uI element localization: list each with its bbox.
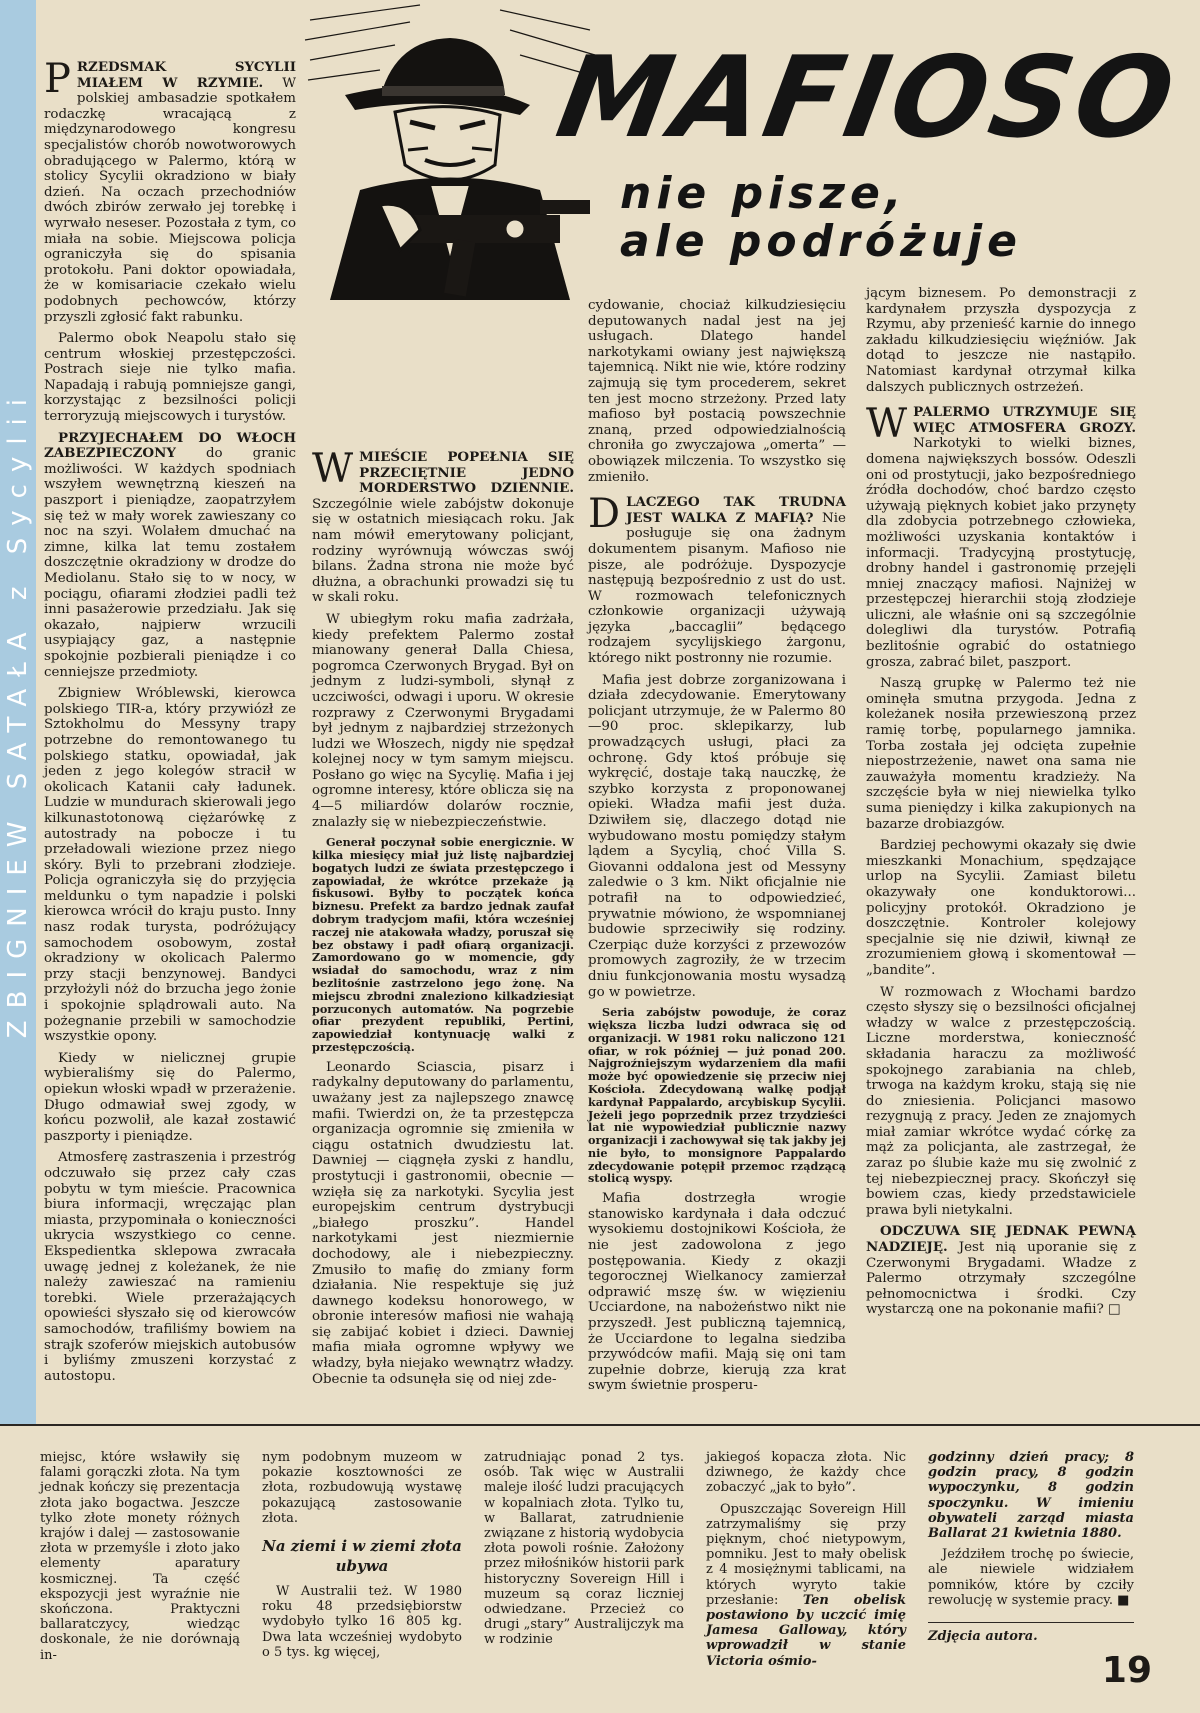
bottom-column-4: jakiegoś kopacza złota. Nic dziwnego, że każdy chce zobaczyć „jak to było”. Opuszczając Sovereign Hill zatrzymaliśmy się przy pięknym, choć nietypowym, pomniku. Jest to mały obelisk z 4 mosiężnymi tablicami, na których wyryto takie przesłanie: Ten obelisk postawiono by uczcić imię Jamesa Galloway, który wprowadził w stanie Victoria ośmio- — [706, 1450, 906, 1669]
article-column-1: PRZEDSMAK SYCYLII MIAŁEM W RZYMIE. W polskiej ambasadzie spotkałem rodaczkę wracającą z międzynarodowego kongresu specjalistów chorób nowotworowych obradującego w Palermo, którą w stolicy Sycylii okradziono w biały dzień. Na oczach przechodniów dwóch zbirów zerwało jej torebkę i wyrwało neseser. Pozostała z tym, co miała na sobie. Miejscowa policja ograniczyła się do spisania protokołu. Pani doktor opowiadała, że w komisariacie czekało wielu podobnych pechowców, którzy przyszli zgłosić fakt rabunku. Palermo obok Neapolu stało się centrum włoskiej przestępczości. Postrach sieje nie tylko mafia. Napadają i rabują pomniejsze gangi, korzystając z bezsilności policji terroryzują miejscowych i turystów. PRZYJECHAŁEM DO WŁOCH ZABEZPIECZONY do granic możliwości. W każdych spodniach wszyłem wewnętrzną kieszeń na paszport i pieniądze, zaopatrzyłem się też w mały worek zawieszany co noc na szyi. Wolałem dmuchać na zimne, kilka lat temu zostałem doszczętnie okradziony w drodze do Mediolanu. Stało się to w nocy, w pociągu, ofiarami złodziei padli też inni pasażerowie przedziału. Jak się okazało, najpierw wrzucili usypiający gaz, a następnie spokojnie pozbierali pieniądze i co cenniejsze przedmioty. Zbigniew Wróblewski, kierowca polskiego TIR-a, który przywiózł ze Sztokholmu do Messyny trapy potrzebne do remontowanego tu polskiego statku, opowiadał, jak jeden z jego kolegów stracił w okolicach Katanii cały ładunek. Ludzie w mundurach skierowali jego kilkunastotonową ciężarówkę z autostrady na pobocze i tu przeładowali wiezione przez niego skóry. Byli to przebrani złodzieje. Policja ograniczyła się do przyjęcia meldunku o tym napadzie i polski kierowca wrócił do kraju pusto. Inny nasz rodak turysta, podróżujący samochodem osobowym, został okradziony w okolicach Palermo przy stacji benzynowej. Bandyci przyłożyli nóż do brzucha jego żonie i spokojnie splądrowali auto. Na pożegnanie przebili w samochodzie wszystkie opony. Kiedy w nielicznej grupie wybieraliśmy się do Palermo, opiekun włoski wpadł w przerażenie. Długo odmawiał swej zgody, w końcu pozwolił, ale kazał zostawić paszporty i pieniądze. Atmosferę zastraszenia i przestróg odczuwało się przez cały czas pobytu w tym mieście. Pracownica biura informacji, wręczając plan miasta, przypominała o konieczności ukrycia wszystkiego co cenne. Ekspedientka sklepowa zwracała uwagę jednej z koleżanek, że nie należy zawieszać na ramieniu torebki. Wiele przerażających opowieści słyszało się od kierowców samochodów, trafiliśmy bowiem na strajk szoferów miejskich autobusów i byliśmy zmuszeni korzystać z autostopu. — [44, 56, 296, 1384]
headline-subtitle-2: ale podróżuje — [620, 216, 1022, 267]
headline-subtitle-1: nie pisze, — [620, 168, 907, 219]
dropcap: P — [44, 56, 71, 102]
paragraph: Palermo obok Neapolu stało się centrum włoskiej przestępczości. Postrach sieje nie tylko mafia. Napadają i rabują pomniejsze gangi, korzystając z bezsilności policji terroryzują miejscowych i turystów. — [44, 331, 296, 425]
paragraph: Atmosferę zastraszenia i przestróg odczuwało się przez cały czas pobytu w tym mieście. Pracownica biura informacji, wręczając plan miasta, przypominała o konieczności ukrycia wszystkiego co cenne. Ekspedientka sklepowa zwracała uwagę jednej z koleżanek, że nie należy zawieszać na ramieniu torebki. Wiele przerażających opowieści słyszało się od kierowców samochodów, trafiliśmy bowiem na strajk szoferów miejskich autobusów i byliśmy zmuszeni korzystać z autostopu. — [44, 1150, 296, 1384]
subheading: Na ziemi i w ziemi złota ubywa — [262, 1537, 462, 1576]
author-side-band — [0, 0, 36, 1425]
paragraph: jącym biznesem. Po demonstracji z kardynałem przyszła dyspozycja z Rzymu, aby przenieść karnie do innego zakładu kilkudziesięciu więźniów. Jak dotąd to jeszcze nie nastąpiło. Natomiast kardynał otrzymał kilka dalszych publicznych ostrzeżeń. — [866, 286, 1136, 395]
paragraph: Mafia dostrzegła wrogie stanowisko kardynała i dała odczuć wysokiemu dostojnikowi Kościoła, że nie jest zadowolona z jego postępowania. Kiedy z okazji tegorocznej Wielkanocy zamierzał odprawić mszę św. w więzieniu Ucciardone, na nabożeństwo nikt nie przyszedł. Jest publiczną tajemnicą, że Ucciardone to legalna siedziba przywódców mafii. Mają się oni tam zupełnie dobrze, kierują zza krat swym świetnie prosperu- — [588, 1191, 846, 1394]
paragraph: W ubiegłym roku mafia zadrżała, kiedy prefektem Palermo został mianowany generał Dalla Chiesa, pogromca Czerwonych Brygad. Był on jednym z ludzi-symboli, słynął z uczciwości, odwagi i uporu. W okresie rozprawy z Czerwonymi Brygadami był jednym z najbardziej strzeżonych ludzi we Włoszech, nigdy nie spędzał kolejnej nocy w tym samym miejscu. Posłano go więc na Sycylię. Mafia i jej ogromne interesy, które oblicza się na 4—5 miliardów dolarów rocznie, znalazły się w niebezpieczeństwie. — [312, 611, 574, 830]
paragraph: Mafia jest dobrze zorganizowana i działa zdecydowanie. Emerytowany policjant utrzymuje, że w Palermo 80—90 proc. sklepikarzy, lub prowadzących usługi, płaci za ochronę. Gdy ktoś próbuje się wykręcić, dostaje taką nauczkę, że szybko korzysta z proponowanej opieki. Władza mafii jest duża. Dziwiłem się, dlaczego dotąd nie wybudowano mostu pomiędzy stałym lądem a Sycylią, choć Villa S. Giovanni oddalona jest od Messyny zaledwie o 3 km. Nikt oficjalnie nie potrafił na to odpowiedzieć, prywatnie mówiono, że wspomnianej budowie sprzeciwiły się rodziny. Czerpiąc duże korzyści z przewozów promowych zagroziły, że w trzecim dniu funkcjonowania mostu wysadzą go w powietrze. — [588, 672, 846, 1000]
headline-title: MAFIOSO — [548, 33, 1187, 163]
section-divider — [0, 1424, 1200, 1426]
paragraph: cydowanie, chociaż kilkudziesięciu deputowanych nadal jest na jej usługach. Dlatego handel narkotykami owiany jest największą tajemnicą. Nikt nie wie, które rodziny zajmują się tym procederem, sekret ten jest mocno strzeżony. Przed laty mafioso był postacią powszechnie znaną, przed odpowiedzialnością chroniła go zwyczajowa „omerta” — obowiązek milczenia. To wszystko się zmieniło. — [588, 298, 846, 485]
small-print-paragraph: Generał poczynał sobie energicznie. W kilka miesięcy miał już listę najbardziej bogatych ludzi ze świata przestępczego i zapowiadał, że wkrótce przekaże ją fiskusowi. Byłby to początek końca biznesu. Prefekt za bardzo jednak zaufał dobrym tradycjom mafii, która wcześniej raczej nie atakowała władzy, poruszał się bez obstawy i padł ofiarą organizacji. Zamordowano go w momencie, gdy wsiadał do samochodu, wraz z nim bezlitośnie zastrzelono jego żonę. Na miejscu zbrodni znaleziono kilkadziesiąt porzuconych automatów. Na pogrzebie ofiar prezydent republiki, Pertini, zapowiedział kontynuację walki z przestępczością. — [312, 835, 574, 1054]
bottom-column-2: nym podobnym muzeom w pokazie kosztowności ze złota, rozbudowują wystawę pokazującą zastosowanie złota. Na ziemi i w ziemi złota ubywa W Australii też. W 1980 roku 48 przedsiębiorstw wydobyło tylko 16 805 kg. Dwa lata wcześniej wydobyto o 5 tys. kg więcej, — [262, 1450, 462, 1660]
article-column-4: jącym biznesem. Po demonstracji z kardynałem przyszła dyspozycja z Rzymu, aby przenieść karnie do innego zakładu kilkudziesięciu więźniów. Jak dotąd to jeszcze nie nastąpiło. Natomiast kardynał otrzymał kilka dalszych publicznych ostrzeżeń. WPALERMO UTRZYMUJE SIĘ WIĘC ATMOSFERA GROZY. Narkotyki to wielki biznes, domena największych bossów. Odeszli oni od prostytucji, jako bezpośredniego źródła dochodów, choć bardzo często używają pięknych kobiet jako przynęty dla zdobycia potrzebnego człowieka, możliwości uzyskania kontaktów i informacji. Tradycyjną prostytucję, drobny handel i gastronomię przejęli mniej znaczący mafiosi. Najniżej w przestępczej hierarchii stoją złodzieje uliczni, ale właśnie oni są szczególnie dolegliwi dla turystów. Potrafią bezlitośnie ograbić do ostatniego grosza, zabrać bilet, paszport. Naszą grupkę w Palermo też nie ominęła smutna przygoda. Jedna z koleżanek nosiła przewieszoną przez ramię torbę, popularnego jamnika. Torba została jej odcięta zupełnie niepostrzeżenie, nawet ona sama nie zauważyła momentu kradzieży. Na szczęście była w niej niewielka tylko suma pieniędzy i kilka zakupionych na bazarze drobiazgów. Bardziej pechowymi okazały się dwie mieszkanki Monachium, spędzające urlop na Sycylii. Zamiast biletu okazywały one konduktorowi... policyjny protokół. Okradziono je doszczętnie. Kontroler kolejowy specjalnie się nie dziwił, kiwnął ze zrozumieniem głową i skomentował — „bandite”. W rozmowach z Włochami bardzo często słyszy się o bezsilności oficjalnej władzy w walce z przestępczością. Liczne morderstwa, konieczność składania haraczu za możliwość spokojnego zarabiania na chleb, trwoga na każdym kroku, stają się nie do zniesienia. Policjanci masowo rezygnują z pracy. Jeden ze znajomych miał zamiar wkrótce wydać córkę za mąż za policjanta, ale zastrzegał, że zaraz po ślubie każe mu się zwolnić z tej niebezpiecznej pracy. Skończył się bowiem czas, kiedy przedstawiciele prawa byli nietykalni. ODCZUWA SIĘ JEDNAK PEWNĄ NADZIEJĘ. Jest nią uporanie się z Czerwonymi Brygadami. Władze z Palermo otrzymały szczególne pełnomocnictwa i środki. Czy wystarczą one na pokonanie mafii? □ — [866, 286, 1136, 1318]
paragraph: Zbigniew Wróblewski, kierowca polskiego TIR-a, który przywiózł ze Sztokholmu do Messyny trapy potrzebne do remontowanego tu polskiego statku, opowiadał, jak jeden z jego kolegów stracił w okolicach Katanii cały ładunek. Ludzie w mundurach skierowali jego kilkunastotonową ciężarówkę z autostrady na pobocze i tu przeładowali wiezione przez niego skóry. Byli to przebrani złodzieje. Policja ograniczyła się do przyjęcia meldunku o tym napadzie i polski kierowca wrócił do kraju pusto. Inny nasz rodak turysta, podróżujący samochodem osobowym, został okradziony w okolicach Palermo przy stacji benzynowej. Bandyci przyłożyli nóż do brzucha jego żonie i spokojnie splądrowali auto. Na pożegnanie przebili w samochodzie wszystkie opony. — [44, 686, 296, 1045]
article-column-3: cydowanie, chociaż kilkudziesięciu deputowanych nadal jest na jej usługach. Dlatego handel narkotykami owiany jest największą tajemnicą. Nikt nie wie, które rodziny zajmują się tym procederem, sekret ten jest mocno strzeżony. Przed laty mafioso był postacią powszechnie znaną, przed odpowiedzialnością chroniła go zwyczajowa „omerta” — obowiązek milczenia. To wszystko się zmieniło. DLACZEGO TAK TRUDNA JEST WALKA Z MAFIĄ? Nie posługuje się ona żadnym dokumentem pisanym. Mafioso nie pisze, ale podróżuje. Dyspozycje następują bezpośrednio z ust do ust. W rozmowach telefonicznych członkowie organizacji używają języka „baccaglii” będącego rodzajem sycylijskiego żargonu, którego nikt postronny nie rozumie. Mafia jest dobrze zorganizowana i działa zdecydowanie. Emerytowany policjant utrzymuje, że w Palermo 80—90 proc. sklepikarzy, lub prowadzących usługi, płaci za ochronę. Gdy ktoś próbuje się wykręcić, dostaje taką nauczkę, że szybko korzysta z proponowanej opieki. Władza mafii jest duża. Dziwiłem się, dlaczego dotąd nie wybudowano mostu pomiędzy stałym lądem a Sycylią, choć Villa S. Giovanni oddalona jest od Messyny zaledwie o 3 km. Nikt oficjalnie nie potrafił na to odpowiedzieć, prywatnie mówiono, że wspomnianej budowie sprzeciwiły się rodziny. Czerpiąc duże korzyści z przewozów promowych zagroziły, że w trzecim dniu funkcjonowania mostu wysadzą go w powietrze. Seria zabójstw powoduje, że coraz większa liczba ludzi odwraca się od organizacji. W 1981 roku naliczono 121 ofiar, w rok później — już ponad 200. Najgroźniejszym wydarzeniem dla mafii może być opowiedzenie się przeciw niej Kościoła. Zdecydowaną walkę podjął kardynał Pappalardo, arcybiskup Sycylii. Jeżeli jego poprzednik przez trzydzieści lat nie wypowiedział publicznie nazwy organizacji i zachowywał się tak jakby jej nie było, to monsignore Pappalardo zdecydowanie potępił przemoc rządzącą stolicą wyspy. Mafia dostrzegła wrogie stanowisko kardynała i dała odczuć wysokiemu dostojnikowi Kościoła, że nie jest zadowolona z jego postępowania. Kiedy z okazji tegorocznej Wielkanocy zamierzał odprawić mszę św. w więzieniu Ucciardone, na nabożeństwo nikt nie przyszedł. Jest publiczną tajemnicą, że Ucciardone to legalna siedziba przywódców mafii. Mają się oni tam zupełnie dobrze, kierują zza krat swym świetnie prosperu- — [588, 298, 846, 1394]
bottom-column-1: miejsc, które wsławiły się falami gorączki złota. Na tym jednak kończy się prezentacja złota jako bogactwa. Jeszcze tylko złote monety różnych krajów i dalej — zastosowanie złota w przemyśle i złoto jako elementy aparatury kosmicznej. Ta część ekspozycji jest wyraźnie nie skończona. Praktyczni ballaratczycy, wiedząc doskonale, że nie dorównają in- — [40, 1450, 240, 1663]
bottom-column-3: zatrudniając ponad 2 tys. osób. Tak więc w Australii maleje ilość ludzi pracujących w kopalniach złota. Tylko tu, w Ballarat, zatrudnienie związane z historią wydobycia złota powoli rośnie. Założony przez miłośników historii park historyczny Sovereign Hill i muzeum są coraz liczniej odwiedzane. Przecież co drugi „stary” Australijczyk ma w rodzinie — [484, 1450, 684, 1648]
article-column-2: WMIEŚCIE POPEŁNIA SIĘ PRZECIĘTNIE JEDNO MORDERSTWO DZIENNIE. Szczególnie wiele zabójstw dokonuje się w ostatnich miesiącach roku. Jak nam mówił emerytowany policjant, rodziny wyrównują wówczas swój bilans. Żadna strona nie może być dłużna, a obrachunki prowadzi się tu w skali roku. W ubiegłym roku mafia zadrżała, kiedy prefektem Palermo został mianowany generał Dalla Chiesa, pogromca Czerwonych Brygad. Był on jednym z ludzi-symboli, słynął z uczciwości, odwagi i uporu. W okresie rozprawy z Czerwonymi Brygadami był jednym z najbardziej strzeżonych ludzi we Włoszech, nigdy nie spędzał kolejnej nocy w tym samym miejscu. Posłano go więc na Sycylię. Mafia i jej ogromne interesy, które oblicza się na 4—5 miliardów dolarów rocznie, znalazły się w niebezpieczeństwie. Generał poczynał sobie energicznie. W kilka miesięcy miał już listę najbardziej bogatych ludzi ze świata przestępczego i zapowiadał, że wkrótce przekaże ją fiskusowi. Byłby to początek końca biznesu. Prefekt za bardzo jednak zaufał dobrym tradycjom mafii, która wcześniej raczej nie atakowała władzy, poruszał się bez obstawy i padł ofiarą organizacji. Zamordowano go w momencie, gdy wsiadał do samochodu, wraz z nim bezlitośnie zastrzelono jego żonę. Na miejscu zbrodni znaleziono kilkadziesiąt porzuconych automatów. Na pogrzebie ofiar prezydent republiki, Pertini, zapowiedział kontynuację walki z przestępczością. Leonardo Sciascia, pisarz i radykalny deputowany do parlamentu, uważany jest za najlepszego znawcę mafii. Twierdzi on, że ta przestępcza organizacja ogromnie się zmieniła w ciągu ostatnich dwudziestu lat. Dawniej — ciągnęła zyski z handlu, prostytucji i gastronomii, obecnie — wzięła się za narkotyki. Sycylia jest europejskim centrum dystrybucji „białego proszku”. Handel narkotykami jest niezmiernie dochodowy, ale i niebezpieczny. Zmusiło to mafię do zmiany form działania. Nie respektuje się już dawnego kodeksu honorowego, w obronie interesów mafiosi nie wahają się zabijać kobiet i dzieci. Dawniej mafia miała ogromne wpływy we władzy, była niejako wewnątrz władzy. Obecnie ta odsunęła się od niej zde- — [312, 446, 574, 1387]
bottom-column-5: godzinny dzień pracy; 8 godzin pracy, 8 godzin wypoczynku, 8 godzin spoczynku. W imieniu obywateli zarząd miasta Ballarat 21 kwietnia 1880. Jeździłem trochę po świecie, ale niewiele widziałem pomników, które by czciły rewolucję w systemie pracy. ■ Zdjęcia autora. — [928, 1450, 1134, 1645]
paragraph: Kiedy w nielicznej grupie wybieraliśmy się do Palermo, opiekun włoski wpadł w przerażenie. Długo odmawiał swej zgody, w końcu pozwolił, ale kazał zostawić paszporty i pieniądze. — [44, 1050, 296, 1144]
paragraph: Leonardo Sciascia, pisarz i radykalny deputowany do parlamentu, uważany jest za najlepszego znawcę mafii. Twierdzi on, że ta przestępcza organizacja ogromnie się zmieniła w ciągu ostatnich dwudziestu lat. Dawniej — ciągnęła zyski z handlu, prostytucji i gastronomii, obecnie — wzięła się za narkotyki. Sycylia jest europejskim centrum dystrybucji „białego proszku”. Handel narkotykami jest niezmiernie dochodowy, ale i niebezpieczny. Zmusiło to mafię do zmiany form działania. Nie respektuje się już dawnego kodeksu honorowego, w obronie interesów mafiosi nie wahają się zabijać kobiet i dzieci. Dawniej mafia miała ogromne wpływy we władzy, była niejako wewnątrz władzy. Obecnie ta odsunęła się od niej zde- — [312, 1059, 574, 1387]
end-mark: □ — [1108, 1302, 1121, 1318]
page-number: 19 — [1101, 1650, 1152, 1691]
paragraph: Naszą grupkę w Palermo też nie ominęła smutna przygoda. Jedna z koleżanek nosiła przewieszoną przez ramię torbę, popularnego jamnika. Torba została jej odcięta zupełnie niepostrzeżenie, nawet ona sama nie zauważyła momentu kradzieży. Na szczęście była w niej niewielka tylko suma pieniędzy i kilka zakupionych na bazarze drobiazgów. — [866, 676, 1136, 832]
photo-credit: Zdjęcia autora. — [928, 1622, 1134, 1644]
small-print-paragraph: Seria zabójstw powoduje, że coraz większa liczba ludzi odwraca się od organizacji. W 1981 roku naliczono 121 ofiar, w rok później — już ponad 200. Najgroźniejszym wydarzeniem dla mafii może być opowiedzenie się przeciw niej Kościoła. Zdecydowaną walkę podjął kardynał Pappalardo, arcybiskup Sycylii. Jeżeli jego poprzednik przez trzydzieści lat nie wypowiedział publicznie nazwy organizacji i zachowywał się tak jakby jej nie było, to monsignore Pappalardo zdecydowanie potępił przemoc rządzącą stolicą wyspy. — [588, 1005, 846, 1186]
paragraph: W rozmowach z Włochami bardzo często słyszy się o bezsilności oficjalnej władzy w walce z przestępczością. Liczne morderstwa, konieczność składania haraczu za możliwość spokojnego zarabiania na chleb, trwoga na każdym kroku, stają się nie do zniesienia. Policjanci masowo rezygnują z pracy. Jeden ze znajomych miał zamiar wkrótce wydać córkę za mąż za policjanta, ale zastrzegał, że zaraz po ślubie każe mu się zwolnić z tej niebezpiecznej pracy. Skończył się bowiem czas, kiedy przedstawiciele prawa byli nietykalni. — [866, 984, 1136, 1218]
paragraph: Bardziej pechowymi okazały się dwie mieszkanki Monachium, spędzające urlop na Sycylii. Zamiast biletu okazywały one konduktorowi... policyjny protokół. Okradziono je doszczętnie. Kontroler kolejowy specjalnie się nie dziwił, kiwnął ze zrozumieniem głową i skomentował — „bandite”. — [866, 838, 1136, 978]
end-mark: ■ — [1117, 1592, 1130, 1608]
author-side-label: ZBIGNIEW SATAŁA z Sycylii — [3, 386, 33, 1039]
